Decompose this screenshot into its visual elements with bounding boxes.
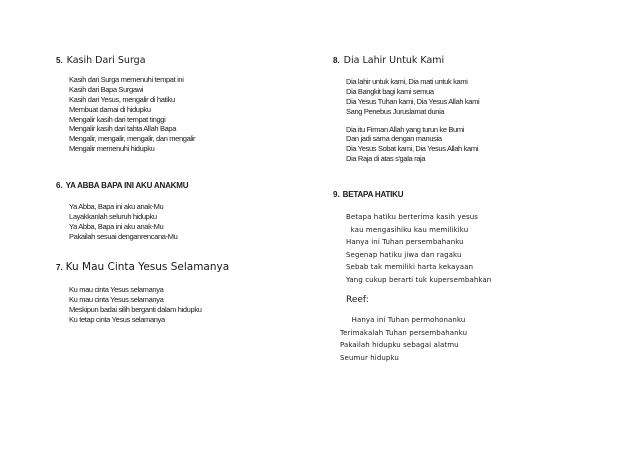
lyric-line: Ku mau cinta Yesus selamanya [69,294,164,304]
lyric-line: Mengalir, mengalir, mengalir, dan mengalir [69,134,196,144]
song-title: Ku Mau Cinta Yesus Selamanya [65,261,230,273]
lyric-line: Dia Raja di atas s'gala raja [346,154,426,164]
lyric-line: Dia Bangkit bagi kami semua [346,86,434,96]
song-6-heading [56,181,188,190]
lyric-line: Mengalir kasih dari tempat tinggi [69,114,166,124]
song-8-heading [333,55,479,66]
stanza-break [346,117,479,125]
reff-lyrics [340,314,491,364]
song-number: 9. [333,190,340,199]
song-5 [56,55,195,154]
lyric-line: Layakkanlah seluruh hidupku [69,211,157,221]
song-number: 5. [56,56,63,65]
song-lyrics [69,75,195,154]
song-number: 6. [56,181,63,190]
song-9-heading [333,190,491,199]
lyric-line: Segenap hatiku jiwa dan ragaku [346,250,462,259]
lyric-line: Mengalir kasih dari tahta Allah Bapa [69,124,177,134]
lyric-line: Ku mau cinta Yesus selamanya [69,285,164,294]
lyric-line: Ya Abba, Bapa ini aku anak-Mu [69,202,164,211]
lyric-line: Seumur hidupku [340,353,399,362]
song-lyrics [346,77,479,164]
lyric-line: Dan jadi sama dengan manusia [346,134,442,144]
song-6 [56,181,188,242]
lyric-line: Betapa hatiku berterima kasih yesus [346,213,479,221]
lyric-line: Membuat damai di hidupku [69,104,151,114]
lyric-line: Kasih dari Yesus, mengalir di hatiku [69,94,175,104]
lyric-line: Pakailah sesuai denganrencana-Mu [69,231,178,241]
lyric-line: Ya Abba, Bapa ini aku anak-Mu [69,221,164,231]
song-7-heading [56,261,229,273]
lyric-line: Sebab tak memiliki harta kekayaan [346,263,474,271]
lyric-line: Terimakalah Tuhan persembahanku [340,328,468,337]
lyric-line: Dia lahir untuk kami, Dia mati untuk kami [346,77,468,86]
song-lyrics [69,285,229,325]
lyric-line: Mengalir memenuhi hidupku [69,144,155,154]
song-number: 8. [333,56,340,65]
lyric-line: Sang Penebus Juruslamat dunia [346,106,445,116]
lyric-line: Pakailah hidupku sebagai alatmu [340,341,459,349]
lyric-line: kau mengasihiku kau memilikiku [346,225,469,234]
lyric-line: Kasih dari Bapa Surgawi [69,84,144,94]
lyric-line: Meskipun badai silih berganti dalam hidupku [69,304,202,314]
song-lyrics [346,211,491,286]
song-title: YA ABBA BAPA INI AKU ANAKMU [65,181,189,190]
reff-label: Reef: [346,295,369,305]
song-title: Dia Lahir Untuk Kami [343,55,445,66]
lyric-line: Ku tetap cinta Yesus selamanya [69,314,165,324]
lyric-line: Hanya ini Tuhan persembahanku [346,238,464,246]
song-number: 7. [56,263,63,272]
song-title: Kasih Dari Surga [66,55,146,66]
lyric-line: Dia Yesus Tuhan kami, Dia Yesus Allah kami [346,96,480,106]
song-7 [56,261,229,325]
lyric-line: Hanya ini Tuhan permohonanku [340,316,466,324]
lyric-line: Dia itu Firman Allah yang turun ke Bumi [346,124,465,134]
song-lyrics [69,202,188,242]
lyric-line: Yang cukup berarti tuk kupersembahkan [346,275,492,284]
lyric-line: Kasih dari Surga memenuhi tempat ini [69,75,184,84]
song-9 [333,190,491,364]
song-title: BETAPA HATIKU [342,190,404,199]
song-5-heading [56,55,195,66]
lyric-line: Dia Yesus Sobat kami, Dia Yesus Allah kami [346,144,479,154]
song-8 [333,55,479,164]
